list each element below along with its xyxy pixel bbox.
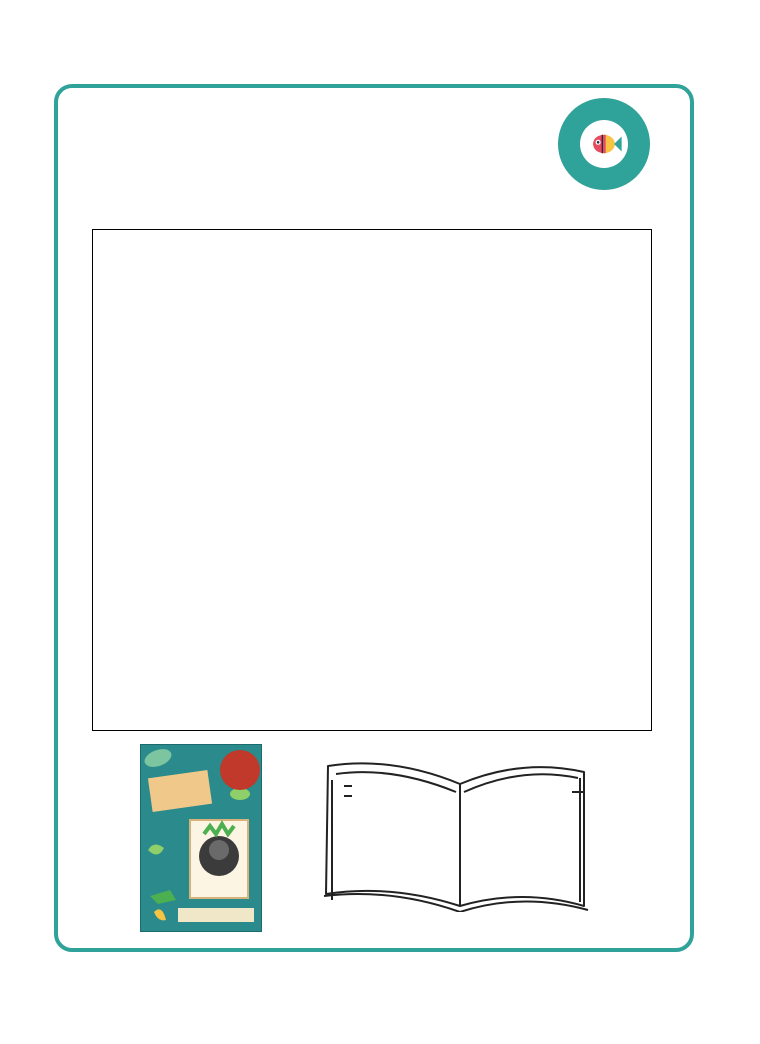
bottom-fish-border: [0, 968, 760, 1038]
open-book-illustration: [322, 756, 590, 912]
guppy-school-logo: [556, 96, 652, 192]
book-cover-image: [140, 744, 262, 932]
instructions-box: [92, 229, 652, 731]
steps-list: [123, 372, 648, 460]
top-fish-border: [0, 8, 760, 78]
